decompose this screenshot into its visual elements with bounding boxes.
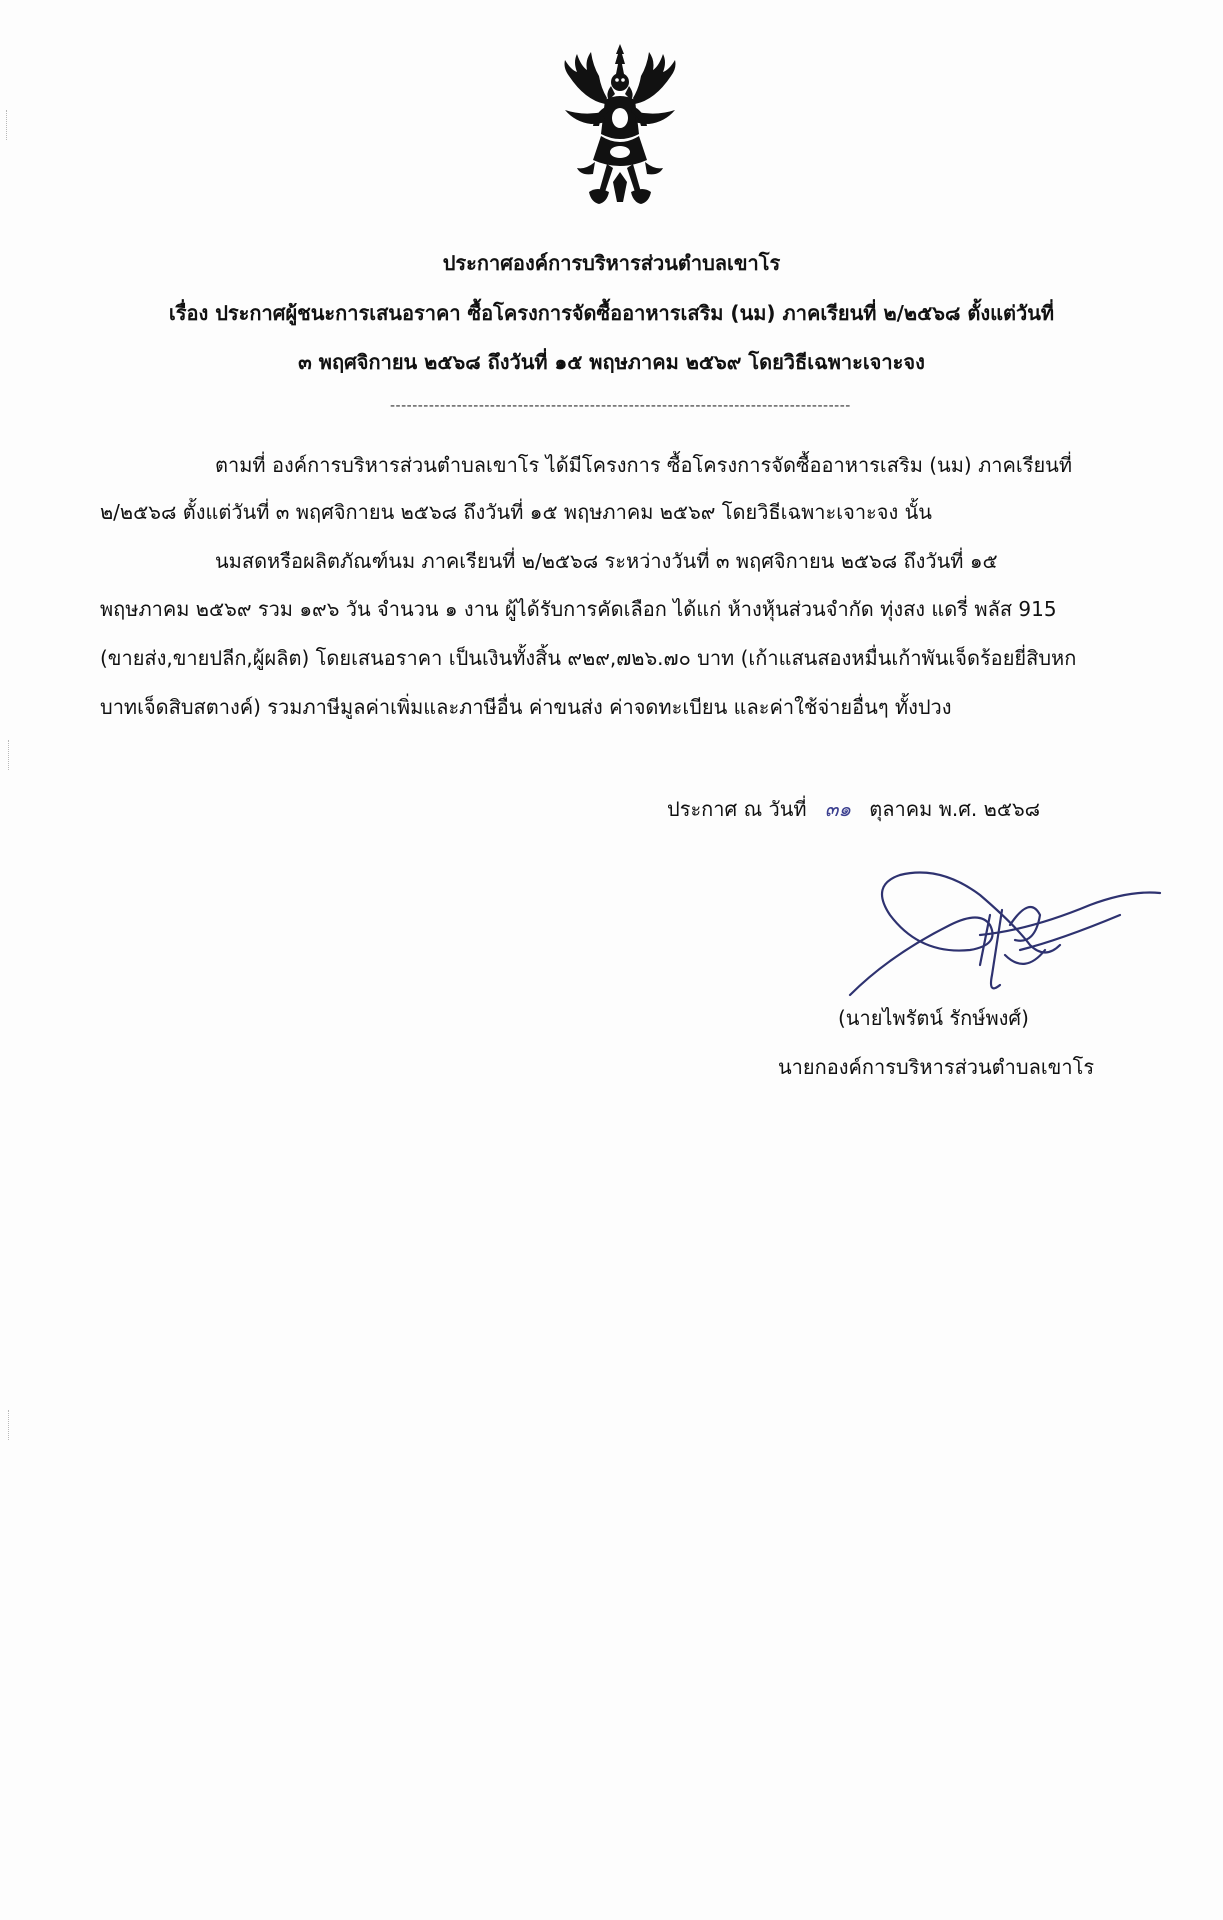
body-line-4: พฤษภาคม ๒๕๖๙ รวม ๑๙๖ วัน จำนวน ๑ งาน ผู้ได้รับการคัดเลือก ได้แก่ ห้างหุ้นส่วนจำกัด ทุ่งสง แดรี่ พลัส 915 xyxy=(100,597,1057,621)
scan-artifact xyxy=(6,110,11,140)
signatory-name: (นายไพรัตน์ รักษ์พงศ์) xyxy=(838,1006,1029,1030)
garuda-emblem-icon xyxy=(555,42,685,217)
announcement-date-month-year: ตุลาคม พ.ศ. ๒๕๖๘ xyxy=(869,797,1041,821)
body-line-2: ๒/๒๕๖๘ ตั้งแต่วันที่ ๓ พฤศจิกายน ๒๕๖๘ ถึงวันที่ ๑๕ พฤษภาคม ๒๕๖๙ โดยวิธีเฉพาะเจาะจง นั้น xyxy=(100,500,932,524)
announcement-date-day: ๓๑ xyxy=(824,797,852,821)
signatory-title: นายกองค์การบริหารส่วนตำบลเขาโร xyxy=(778,1055,1095,1079)
handwritten-signature xyxy=(830,855,1170,1005)
header-subject-line-2: ๓ พฤศจิกายน ๒๕๖๘ ถึงวันที่ ๑๕ พฤษภาคม ๒๕๖๙ โดยวิธีเฉพาะเจาะจง xyxy=(298,350,925,374)
header-organization: ประกาศองค์การบริหารส่วนตำบลเขาโร xyxy=(442,251,781,275)
body-line-1: ตามที่ องค์การบริหารส่วนตำบลเขาโร ได้มีโครงการ ซื้อโครงการจัดซื้ออาหารเสริม (นม) ภาคเรียนที่ xyxy=(215,453,1073,477)
body-line-3: นมสดหรือผลิตภัณฑ์นม ภาคเรียนที่ ๒/๒๕๖๘ ระหว่างวันที่ ๓ พฤศจิกายน ๒๕๖๘ ถึงวันที่ ๑๕ xyxy=(215,549,998,573)
header-divider: ----------------------------------------------------------------------------------- xyxy=(390,398,851,414)
body-line-5: (ขายส่ง,ขายปลีก,ผู้ผลิต) โดยเสนอราคา เป็นเงินทั้งสิ้น ๙๒๙,๗๒๖.๗๐ บาท (เก้าแสนสองหมื่นเก้าพันเจ็ดร้อยยี่สิบหก xyxy=(100,646,1077,670)
scan-artifact xyxy=(8,1410,13,1440)
announcement-date-prefix: ประกาศ ณ วันที่ xyxy=(667,797,807,821)
scan-artifact xyxy=(8,740,13,770)
announcement-date xyxy=(667,794,1040,824)
header-subject-line-1: เรื่อง ประกาศผู้ชนะการเสนอราคา ซื้อโครงการจัดซื้ออาหารเสริม (นม) ภาคเรียนที่ ๒/๒๕๖๘ ตั้งแต่วันที่ xyxy=(168,301,1055,325)
body-line-6: บาทเจ็ดสิบสตางค์) รวมภาษีมูลค่าเพิ่มและภาษีอื่น ค่าขนส่ง ค่าจดทะเบียน และค่าใช้จ่ายอื่นๆ ทั้งปวง xyxy=(100,695,952,719)
